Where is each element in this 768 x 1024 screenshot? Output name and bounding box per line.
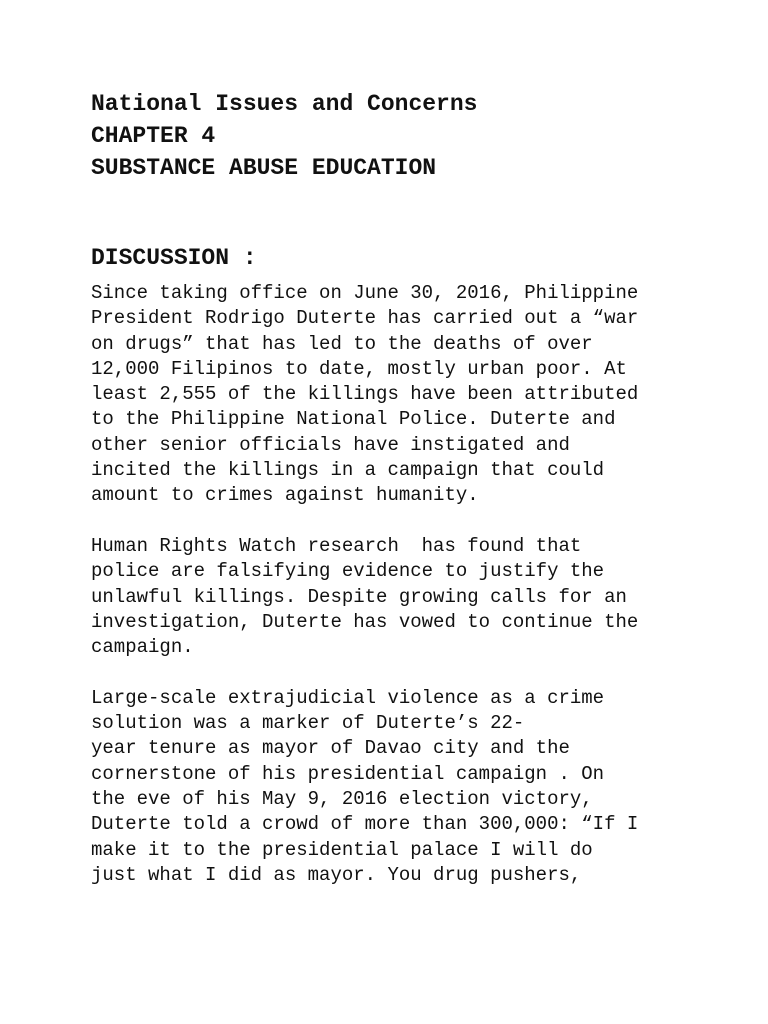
paragraph-line: incited the killings in a campaign that could <box>91 459 605 482</box>
paragraph-line: unlawful killings. Despite growing calls for an <box>91 585 627 608</box>
paragraph-2 <box>91 534 691 660</box>
paragraph-1 <box>91 281 691 509</box>
course-title: National Issues and Concerns <box>91 91 478 117</box>
paragraph-3 <box>91 686 691 888</box>
paragraph-line: police are falsifying evidence to justify the <box>91 560 605 583</box>
paragraph-line: campaign. <box>91 636 194 659</box>
discussion-body <box>91 281 691 888</box>
document-page <box>91 88 691 888</box>
paragraph-line: President Rodrigo Duterte has carried out a “war <box>91 307 639 330</box>
paragraph-line: Duterte told a crowd of more than 300,000: “If I <box>91 813 639 836</box>
paragraph-line: cornerstone of his presidential campaign . On <box>91 762 605 785</box>
chapter-title: SUBSTANCE ABUSE EDUCATION <box>91 155 437 181</box>
paragraph-line: the eve of his May 9, 2016 election victory, <box>91 787 593 810</box>
paragraph-line: investigation, Duterte has vowed to continue the <box>91 610 639 633</box>
paragraph-line: Since taking office on June 30, 2016, Philippine <box>91 282 639 304</box>
paragraph-line: amount to crimes against humanity. <box>91 484 479 507</box>
section-heading: DISCUSSION : <box>91 245 257 271</box>
paragraph-line: year tenure as mayor of Davao city and the <box>91 737 570 760</box>
document-header <box>91 88 691 184</box>
paragraph-line: Human Rights Watch research has found that <box>91 534 582 557</box>
paragraph-line: just what I did as mayor. You drug pushers, <box>91 863 582 886</box>
paragraph-line: Large-scale extrajudicial violence as a crime <box>91 686 605 709</box>
chapter-number: CHAPTER 4 <box>91 123 216 149</box>
paragraph-line: on drugs” that has led to the deaths of over <box>91 332 593 355</box>
paragraph-line: solution was a marker of Duterte’s 22- <box>91 712 525 735</box>
paragraph-line: make it to the presidential palace I will do <box>91 838 593 861</box>
paragraph-line: to the Philippine National Police. Duterte and <box>91 408 616 431</box>
paragraph-line: 12,000 Filipinos to date, mostly urban poor. At <box>91 357 627 380</box>
paragraph-line: other senior officials have instigated and <box>91 433 570 456</box>
paragraph-line: least 2,555 of the killings have been attributed <box>91 383 639 406</box>
